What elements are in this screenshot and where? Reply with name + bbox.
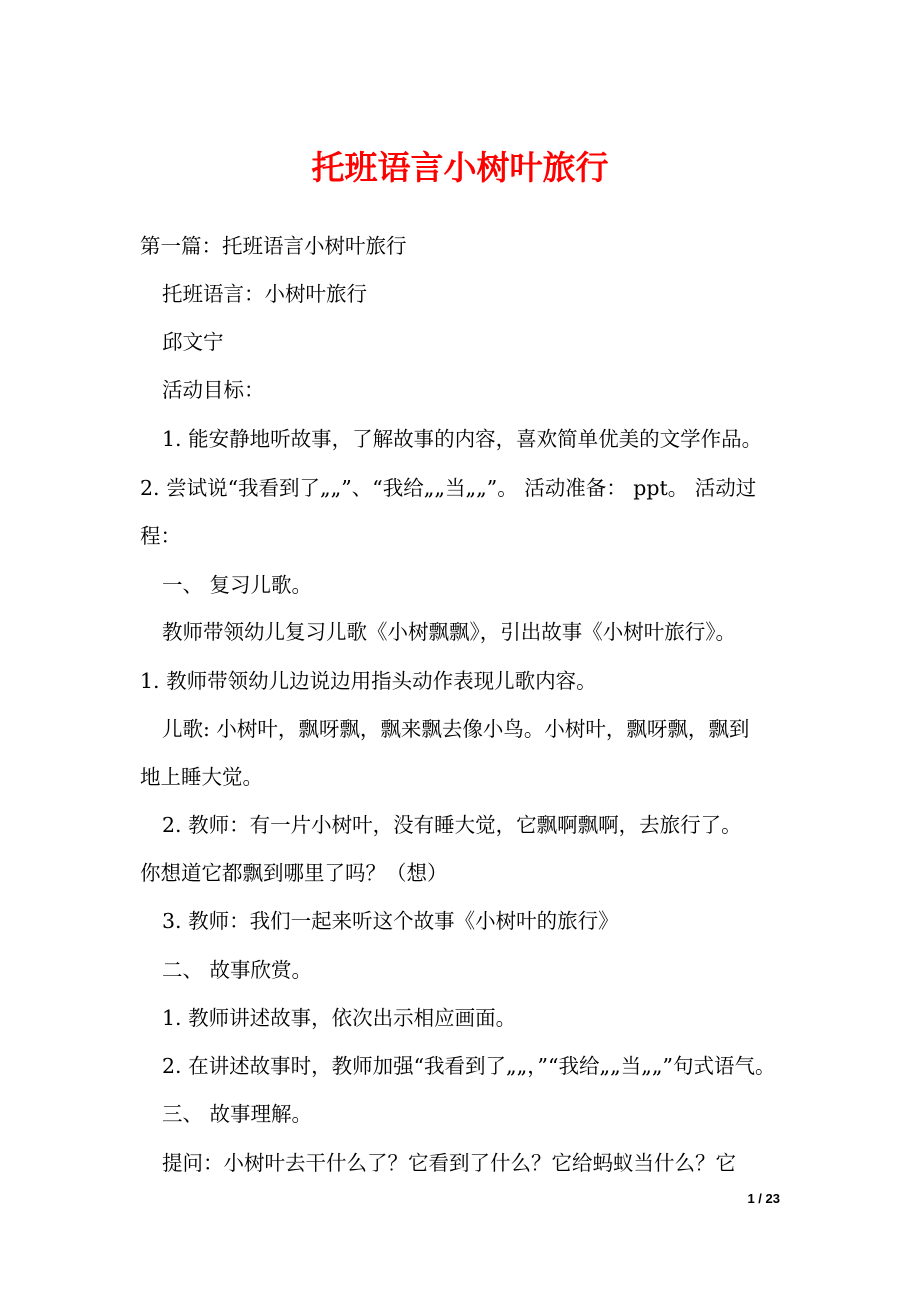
text-line: 3. 教师：我们一起来听这个故事《小树叶的旅行》 (162, 909, 619, 933)
text-line: 一、 复习儿歌。 (162, 573, 313, 597)
text-line: 1. 能安静地听故事，了解故事的内容，喜欢简单优美的文学作品。 (162, 427, 763, 451)
text-line: 儿歌: 小树叶，飘呀飘，飘来飘去像小鸟。小树叶，飘呀飘，飘到 (162, 717, 750, 741)
text-line: 邱文宁 (162, 330, 224, 354)
text-line: 1. 教师带领幼儿边说边用指头动作表现儿歌内容。 (140, 669, 597, 693)
text-line: 第一篇：托班语言小树叶旅行 (140, 234, 407, 258)
text-line: 活动目标： (162, 378, 265, 402)
text-line: 2. 在讲述故事时，教师加强“我看到了„„，”“我给„„当„„”句式语气。 (162, 1054, 776, 1078)
text-line: 二、 故事欣赏。 (162, 958, 313, 982)
text-line: 地上睡大觉。 (140, 765, 263, 789)
text-line: 托班语言：小树叶旅行 (162, 282, 367, 306)
document-title: 托班语言小树叶旅行 (311, 148, 609, 187)
text-line: 提问：小树叶去干什么了？它看到了什么？它给蚂蚁当什么？它 (162, 1151, 736, 1175)
page-number: 1 / 23 (747, 1191, 780, 1206)
text-line: 程： (140, 524, 181, 548)
text-line: 教师带领幼儿复习儿歌《小树飘飘》，引出故事《小树叶旅行》。 (162, 620, 736, 644)
text-line: 三、 故事理解。 (162, 1102, 313, 1126)
text-line: 2. 教师：有一片小树叶，没有睡大觉，它飘啊飘啊，去旅行了。 (162, 813, 742, 837)
text-line: 2. 尝试说“我看到了„„”、“我给„„当„„”。 活动准备： ppt。 活动过 (140, 476, 757, 500)
text-line: 你想道它都飘到哪里了吗？（想） (140, 861, 448, 885)
text-line: 1. 教师讲述故事，依次出示相应画面。 (162, 1006, 517, 1030)
